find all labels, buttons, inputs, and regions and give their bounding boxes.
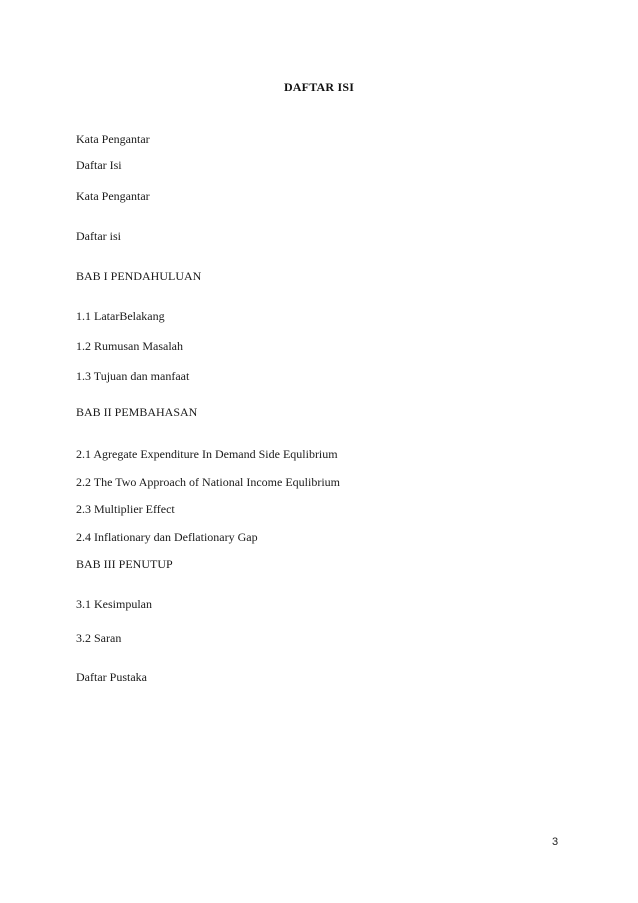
- toc-entry-3-2: 3.2 Saran: [76, 631, 122, 645]
- toc-entry-2-1: 2.1 Agregate Expenditure In Demand Side Equlibrium: [76, 447, 338, 461]
- toc-entry-bab-3: BAB III PENUTUP: [76, 557, 173, 571]
- toc-entry-bab-2: BAB II PEMBAHASAN: [76, 405, 198, 419]
- toc-entry-kata-pengantar-1: Kata Pengantar: [76, 132, 150, 146]
- toc-entry-1-1: 1.1 LatarBelakang: [76, 309, 165, 323]
- page-title: DAFTAR ISI: [283, 80, 355, 94]
- toc-entry-1-2: 1.2 Rumusan Masalah: [76, 339, 183, 353]
- toc-entry-daftar-isi-2: Daftar isi: [76, 229, 121, 243]
- toc-entry-bab-1: BAB I PENDAHULUAN: [76, 269, 202, 283]
- page-number: 3: [552, 836, 559, 848]
- toc-entry-2-4: 2.4 Inflationary dan Deflationary Gap: [76, 530, 258, 544]
- toc-entry-3-1: 3.1 Kesimpulan: [76, 597, 152, 611]
- toc-entry-daftar-pustaka: Daftar Pustaka: [76, 670, 147, 684]
- toc-entry-kata-pengantar-2: Kata Pengantar: [76, 189, 150, 203]
- toc-entry-2-3: 2.3 Multiplier Effect: [76, 502, 175, 516]
- toc-entry-daftar-isi-1: Daftar Isi: [76, 158, 122, 172]
- toc-entry-2-2: 2.2 The Two Approach of National Income Equlibrium: [76, 475, 340, 489]
- toc-entry-1-3: 1.3 Tujuan dan manfaat: [76, 369, 190, 383]
